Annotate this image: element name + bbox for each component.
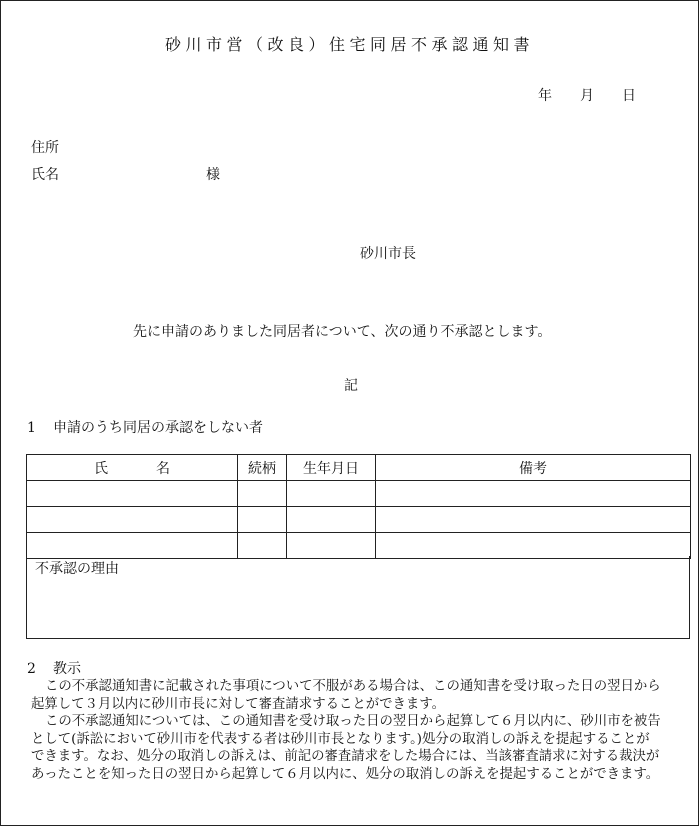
paragraph-line: あったことを知った日の翌日から起算して６月以内に、処分の取消しの訴えを提起することができます。 <box>31 766 660 782</box>
instruction-paragraph-2 <box>31 713 693 783</box>
cell-name <box>27 481 238 507</box>
header-remarks: 備考 <box>376 455 691 481</box>
table-row <box>27 507 691 533</box>
date-line <box>538 85 636 105</box>
paragraph-line: として(訴訟において砂川市を代表する者は砂川市長となります。)処分の取消しの訴えを提起することが <box>31 731 650 747</box>
header-birthdate: 生年月日 <box>287 455 376 481</box>
honorific: 様 <box>206 167 220 183</box>
cell-birthdate <box>287 481 376 507</box>
section2-heading <box>27 658 81 678</box>
day-label: 日 <box>622 88 636 104</box>
document-title: 砂川市営（改良）住宅同居不承認通知書 <box>164 35 534 54</box>
cohabitant-table <box>26 454 691 559</box>
cell-name <box>27 507 238 533</box>
cell-remarks <box>376 507 691 533</box>
section1-heading <box>27 417 263 437</box>
table-row <box>27 533 691 559</box>
section1-title: 申請のうち同居の承認をしない者 <box>53 420 263 436</box>
section2-number: 2 <box>27 661 36 677</box>
paragraph-line: この不承認通知書に記載された事項について不服がある場合は、この通知書を受け取った日の翌日から <box>45 679 661 694</box>
section2-title: 教示 <box>53 661 81 677</box>
cell-birthdate <box>287 507 376 533</box>
cell-relation <box>238 533 287 559</box>
instruction-paragraph-1 <box>31 678 693 713</box>
cell-relation <box>238 507 287 533</box>
header-relation: 続柄 <box>238 455 287 481</box>
intro-text: 先に申請のありました同居者について、次の通り不承認とします。 <box>133 324 552 340</box>
address-label: 住所 <box>31 140 59 156</box>
reason-box <box>26 556 690 639</box>
cell-remarks <box>376 481 691 507</box>
table-row <box>27 481 691 507</box>
year-label: 年 <box>538 88 552 104</box>
header-name: 氏 名 <box>27 455 238 481</box>
reason-label: 不承認の理由 <box>35 561 119 577</box>
issuer: 砂川市長 <box>360 246 416 262</box>
cell-remarks <box>376 533 691 559</box>
cell-birthdate <box>287 533 376 559</box>
paragraph-line: 起算して３月以内に砂川市長に対して審査請求することができます。 <box>31 696 446 712</box>
cell-name <box>27 533 238 559</box>
paragraph-line: できます。なお、処分の取消しの訴えは、前記の審査請求をした場合には、当該審査請求に対する裁決が <box>31 749 660 764</box>
cell-relation <box>238 481 287 507</box>
table-header-row <box>27 455 691 481</box>
paragraph-line: この不承認通知については、この通知書を受け取った日の翌日から起算して６月以内に、砂川市を被告 <box>45 714 661 729</box>
section1-number: 1 <box>27 420 36 436</box>
name-label: 氏名 <box>31 167 59 183</box>
month-label: 月 <box>580 88 594 104</box>
ki-heading: 記 <box>344 378 358 394</box>
